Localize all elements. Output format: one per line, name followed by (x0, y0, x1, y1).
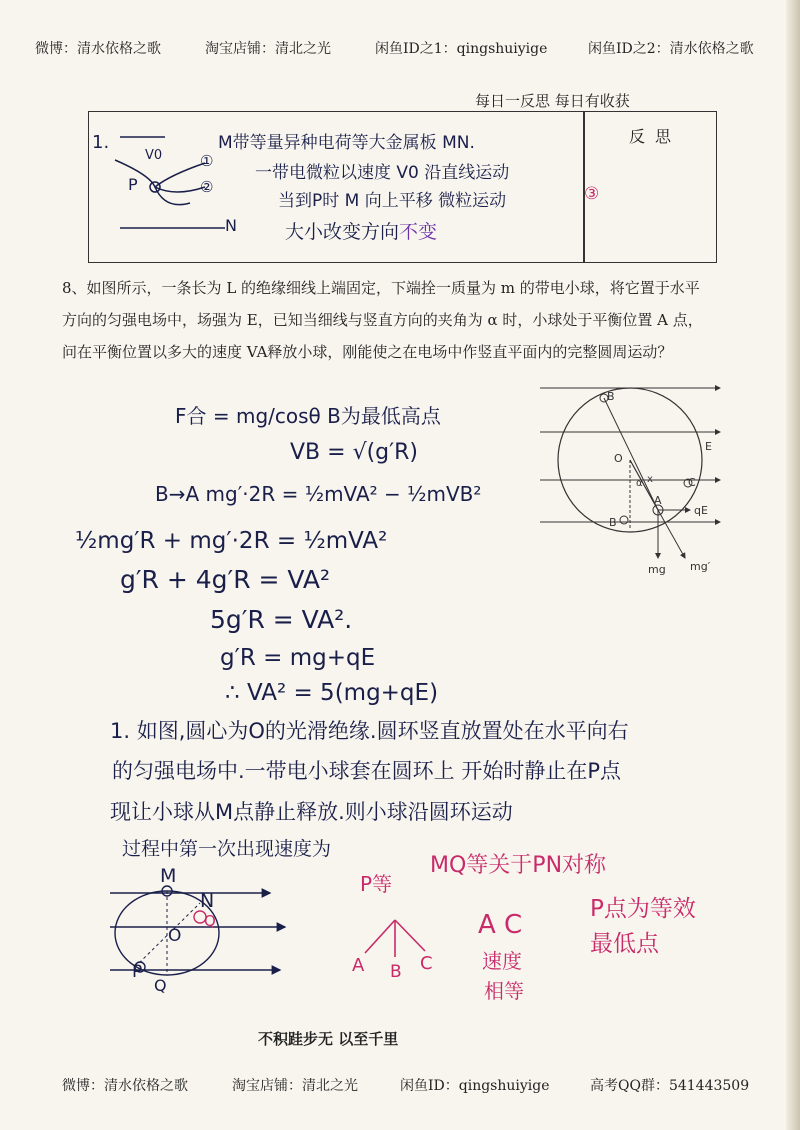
fig8-label-qe: qE (694, 504, 708, 517)
footer-taobao: 淘宝店铺：清北之光 (232, 1078, 358, 1094)
page-edge-shadow (786, 0, 800, 1130)
note1-line4: 大小改变方向不变 (285, 221, 438, 243)
header-xianyu2: 闲鱼ID之2：清水依格之歌 (588, 41, 754, 57)
reflection-header: 反思 (629, 127, 682, 146)
fig8-label-o: O (614, 452, 623, 465)
work-line6: 5g′R = VA². (210, 605, 353, 634)
note1-line2: 一带电微粒以速度 V0 沿直线运动 (255, 163, 510, 183)
work-line5: g′R + 4g′R = VA² (120, 565, 331, 594)
red-note-pmin2: 最低点 (590, 931, 659, 957)
note1-n-label: N (225, 216, 237, 235)
red-note-ac3: 相等 (484, 979, 524, 1003)
red-note-ac1: A C (478, 910, 523, 940)
note2-fig-q-red: Q (204, 912, 216, 930)
red-tree-c: C (420, 953, 433, 974)
work-line1: F合 = mg/cosθ B为最低高点 (175, 404, 441, 428)
work-line2: VB = √(g′R) (290, 440, 418, 465)
footer-xianyu: 闲鱼ID：qingshuiyige (400, 1078, 550, 1094)
header-taobao: 淘宝店铺：清北之光 (205, 41, 331, 57)
note2-line1: 1. 如图,圆心为O的光滑绝缘.圆环竖直放置处在水平向右 (110, 719, 629, 743)
question8-text: 8、如图所示，一条长为 L 的绝缘细线上端固定，下端拴一质量为 m 的带电小球，将它置于水平 方向的匀强电场中，场强为 E，已知当细线与竖直方向的夹角为 α 时，小球处于平衡位置 A 点， 问在平衡位置以多大的速度 VA释放小球，刚能使之在电场中作竖直平面内的完整圆周运动？ (62, 279, 703, 361)
note2-fig-p: P (132, 962, 143, 982)
footer-qq: 高考QQ群：541443509 (590, 1078, 750, 1094)
footer-weibo: 微博：清水依格之歌 (62, 1078, 188, 1094)
work-line3: B→A mg′·2R = ½mVA² − ½mVB² (155, 482, 482, 506)
note2-fig-q: Q (154, 976, 167, 995)
motto-top: 每日一反思 每日有收获 (475, 92, 630, 110)
note2-fig-o: O (168, 926, 182, 946)
note2-line4: 过程中第一次出现速度为 (122, 838, 332, 860)
note1-number: 1. (92, 132, 110, 153)
note2-fig-m: M (160, 865, 177, 887)
header-xianyu1: 闲鱼ID之1：qingshuiyige (375, 41, 548, 57)
note1-p-label: P (128, 175, 138, 194)
red-note-ac2: 速度 (482, 949, 522, 973)
fig8-label-alpha: α (636, 478, 643, 489)
note1-label-1: ① (200, 152, 214, 170)
fig8-label-x: x (647, 474, 653, 485)
motto-bottom: 不积跬步无 以至千里 (258, 1030, 399, 1048)
fig8-label-mg2: mg′ (690, 560, 711, 573)
red-tree-a: A (352, 955, 365, 976)
fig8-label-mg: mg (648, 563, 666, 576)
fig8-label-e: E (705, 440, 712, 453)
fig8-label-b2: B (609, 516, 617, 529)
fig8-label-c: C (688, 476, 696, 489)
work-line8: ∴ VA² = 5(mg+qE) (225, 680, 439, 706)
note1-label-2: ② (200, 178, 214, 196)
red-note-pmin1: P点为等效 (590, 896, 696, 922)
red-tree-b: B (390, 962, 402, 982)
note2-fig-n: N (200, 890, 215, 912)
note1-answer: ③ (584, 184, 600, 204)
fig8-label-a: A (654, 494, 662, 507)
work-line7: g′R = mg+qE (220, 645, 376, 671)
header-weibo: 微博：清水依格之歌 (35, 41, 161, 57)
fig8-label-b: B (607, 390, 615, 403)
note2-line2: 的匀强电场中.一带电小球套在圆环上 开始时静止在P点 (112, 759, 622, 783)
question8-figure (540, 380, 730, 580)
red-note-mq: MQ等关于PN对称 (430, 853, 607, 878)
note2-line3: 现让小球从M点静止释放.则小球沿圆环运动 (110, 800, 513, 824)
note1-v0-label: V0 (145, 148, 163, 163)
note1-line3: 当到P时 M 向上平移 微粒运动 (278, 191, 507, 211)
red-note-p: P等 (360, 872, 393, 896)
work-line4: ½mg′R + mg′·2R = ½mVA² (75, 528, 388, 554)
note1-line1: M带等量异种电荷等大金属板 MN. (218, 133, 475, 153)
